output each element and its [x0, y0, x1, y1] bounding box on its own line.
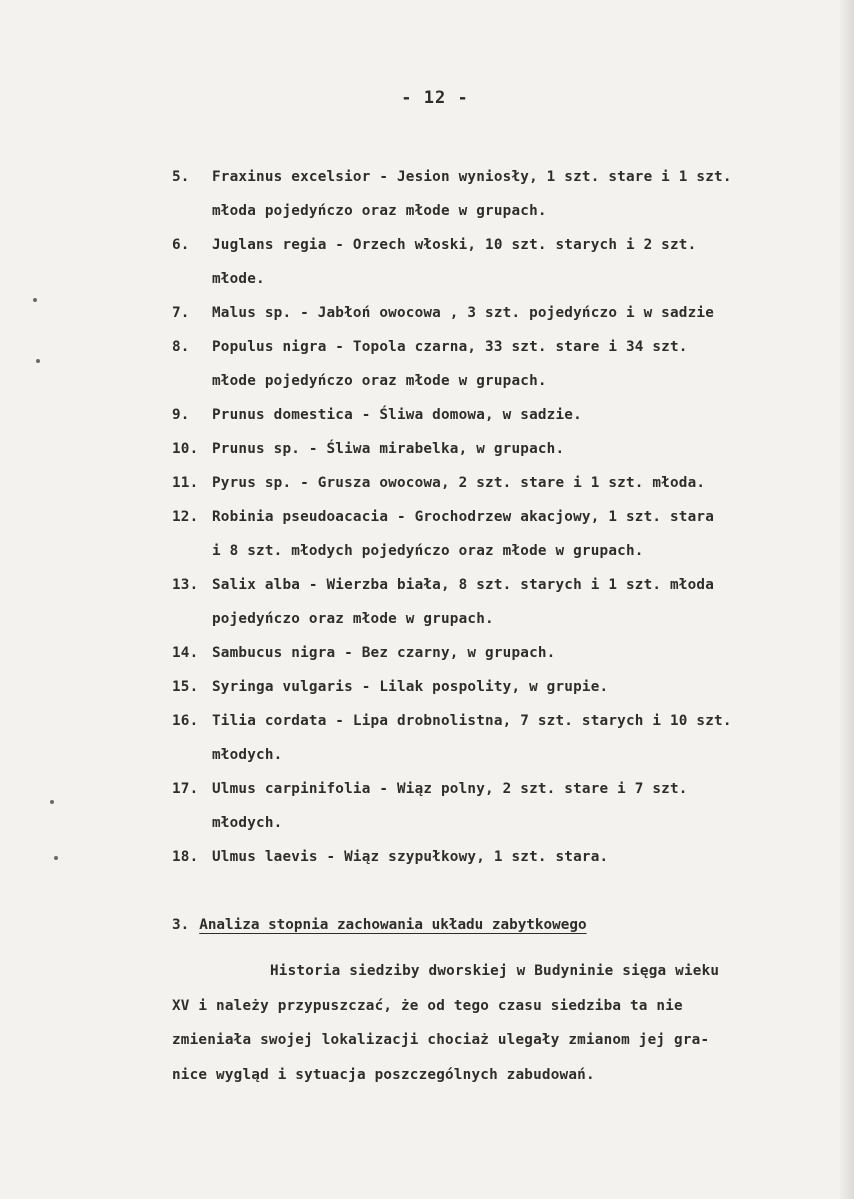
- list-item-number: 7.: [172, 305, 190, 321]
- margin-mark: [36, 359, 40, 363]
- list-item-text: Ulmus carpinifolia - Wiąz polny, 2 szt. stare i 7 szt.: [212, 781, 688, 797]
- list-item: [172, 432, 836, 466]
- list-item: [172, 670, 836, 704]
- list-item-number: 5.: [172, 169, 190, 185]
- list-item-continuation: młoda pojedyńczo oraz młode w grupach.: [212, 203, 547, 219]
- list-item-text: Juglans regia - Orzech włoski, 10 szt. starych i 2 szt.: [212, 237, 697, 253]
- section-title: Analiza stopnia zachowania układu zabytkowego: [199, 917, 587, 933]
- body-paragraph: [172, 954, 822, 1092]
- margin-mark: [33, 298, 37, 302]
- section-heading: [172, 908, 587, 942]
- paragraph-line: zmieniała swojej lokalizacji chociaż ulegały zmianom jej gra-: [172, 1032, 710, 1048]
- list-item-number: 10.: [172, 441, 199, 457]
- list-item-text: Malus sp. - Jabłoń owocowa , 3 szt. pojedyńczo i w sadzie: [212, 305, 715, 321]
- section-number: 3.: [172, 917, 190, 933]
- list-item: [172, 704, 836, 772]
- list-item: [172, 398, 836, 432]
- margin-mark: [54, 856, 58, 860]
- list-item-text: Fraxinus excelsior - Jesion wyniosły, 1 szt. stare i 1 szt.: [212, 169, 732, 185]
- list-item: [172, 568, 836, 636]
- list-item: [172, 330, 836, 398]
- list-item-text: Sambucus nigra - Bez czarny, w grupach.: [212, 645, 556, 661]
- list-item: [172, 500, 836, 568]
- list-item-text: Salix alba - Wierzba biała, 8 szt. starych i 1 szt. młoda: [212, 577, 715, 593]
- list-item-continuation: pojedyńczo oraz młode w grupach.: [212, 611, 494, 627]
- list-item-text: Syringa vulgaris - Lilak pospolity, w grupie.: [212, 679, 609, 695]
- list-item-text: Pyrus sp. - Grusza owocowa, 2 szt. stare i 1 szt. młoda.: [212, 475, 706, 491]
- paragraph-line: XV i należy przypuszczać, że od tego czasu siedziba ta nie: [172, 997, 683, 1014]
- list-item-number: 12.: [172, 509, 199, 525]
- list-item-number: 11.: [172, 475, 199, 491]
- list-item-text: Prunus domestica - Śliwa domowa, w sadzie.: [212, 407, 582, 423]
- list-item-text: Populus nigra - Topola czarna, 33 szt. stare i 34 szt.: [212, 339, 688, 355]
- margin-mark: [50, 800, 54, 804]
- page-number: - 12 -: [401, 88, 469, 108]
- list-item: [172, 772, 836, 840]
- list-item-text: Robinia pseudoacacia - Grochodrzew akacjowy, 1 szt. stara: [212, 509, 715, 525]
- list-item-number: 14.: [172, 645, 199, 661]
- list-item: [172, 160, 836, 228]
- list-item: [172, 840, 836, 874]
- list-item-continuation: i 8 szt. młodych pojedyńczo oraz młode w grupach.: [212, 543, 644, 559]
- list-item-number: 17.: [172, 781, 199, 797]
- list-item-number: 6.: [172, 237, 190, 253]
- list-item: [172, 228, 836, 296]
- list-item: [172, 636, 836, 670]
- list-item-number: 18.: [172, 849, 199, 865]
- species-list: [172, 160, 836, 874]
- paragraph-line: Historia siedziby dworskiej w Budyninie sięga wieku: [270, 963, 720, 979]
- page-edge-shadow: [840, 0, 854, 1199]
- list-item-continuation: młodych.: [212, 815, 283, 831]
- list-item-number: 9.: [172, 407, 190, 423]
- list-item-number: 15.: [172, 679, 199, 695]
- list-item-number: 13.: [172, 577, 199, 593]
- list-item-text: Tilia cordata - Lipa drobnolistna, 7 szt. starych i 10 szt.: [212, 713, 732, 729]
- list-item-number: 16.: [172, 713, 199, 729]
- list-item-text: Ulmus laevis - Wiąz szypułkowy, 1 szt. stara.: [212, 849, 609, 865]
- list-item-continuation: młode pojedyńczo oraz młode w grupach.: [212, 373, 547, 389]
- list-item-continuation: młodych.: [212, 747, 283, 763]
- list-item: [172, 466, 836, 500]
- paragraph-line: nice wygląd i sytuacja poszczególnych zabudowań.: [172, 1066, 595, 1083]
- list-item-text: Prunus sp. - Śliwa mirabelka, w grupach.: [212, 441, 565, 457]
- list-item: [172, 296, 836, 330]
- list-item-continuation: młode.: [212, 271, 265, 287]
- list-item-number: 8.: [172, 339, 190, 355]
